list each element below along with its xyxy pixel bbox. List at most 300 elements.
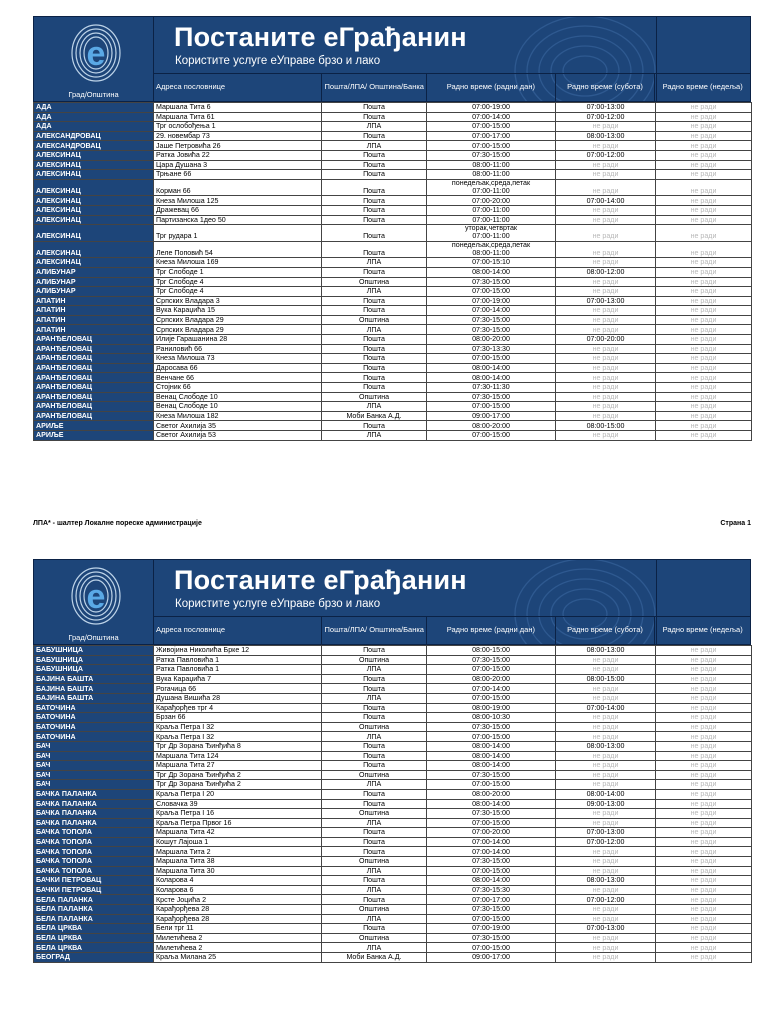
cell-saturday-hours: не ради [556,258,656,268]
cell-saturday-hours: не ради [556,933,656,943]
cell-saturday-hours: не ради [556,732,656,742]
column-header-saturday: Радно време (субота) [555,617,655,644]
cell-address: Цара Душана 3 [154,160,322,170]
brand-title: Постаните еГрађанин [174,565,467,595]
cell-weekday-hours: 07:30-15:00 [427,315,556,325]
cell-city: БЕЛА ПАЛАНКА [34,895,154,905]
cell-type: Пошта [322,924,427,934]
table-row [34,225,752,242]
cell-city: АРАНЂЕЛОВАЦ [34,402,154,412]
cell-sunday-hours: не ради [656,335,752,345]
cell-type: Моби Банка А.Д. [322,953,427,963]
fingerprint-e-logo-icon [69,23,123,89]
cell-address: Коларова 6 [154,885,322,895]
cell-city: АРИЉЕ [34,431,154,441]
table-row [34,150,752,160]
cell-city: АРАНЂЕЛОВАЦ [34,383,154,393]
cell-saturday-hours: не ради [556,241,656,258]
cell-weekday-hours: 08:00-19:00 [427,703,556,713]
cell-city: БАЧ [34,770,154,780]
cell-type: ЛПА [322,402,427,412]
cell-weekday-hours: 07:00-15:00 [427,287,556,297]
cell-type: Пошта [322,205,427,215]
cell-weekday-hours: 07:00-15:00 [427,943,556,953]
cell-type: ЛПА [322,866,427,876]
column-header-address: Адреса пословнице [156,82,226,92]
cell-type: ЛПА [322,885,427,895]
cell-type: Пошта [322,225,427,242]
cell-sunday-hours: не ради [656,267,752,277]
cell-city: БАЧ [34,741,154,751]
brand-subtitle: Користите услуге еУправе брзо и лако [175,598,381,610]
cell-weekday-hours: 07:00-15:00 [427,354,556,364]
cell-saturday-hours: не ради [556,655,656,665]
cell-sunday-hours: не ради [656,713,752,723]
cell-city: АЛЕКСИНАЦ [34,179,154,196]
cell-city: АЛЕКСИНАЦ [34,241,154,258]
table-row [34,693,752,703]
table-row [34,713,752,723]
table-row [34,354,752,364]
cell-address: Кнеза Милоша 125 [154,196,322,206]
cell-address: Партизанска 1део 50 [154,215,322,225]
cell-saturday-hours: не ради [556,953,656,963]
table-row [34,655,752,665]
cell-weekday-hours: 07:00-19:00 [427,924,556,934]
cell-type: ЛПА [322,665,427,675]
cell-city: БАЈИНА БАШТА [34,693,154,703]
cell-saturday-hours: не ради [556,277,656,287]
cell-sunday-hours: не ради [656,741,752,751]
cell-weekday-hours: 07:30-15:00 [427,857,556,867]
column-header-address: Адреса пословнице [156,625,226,635]
cell-saturday-hours: не ради [556,306,656,316]
cell-address: Трг Слободе 4 [154,287,322,297]
offices-table-page-2 [33,645,752,963]
cell-city: АЛЕКСИНАЦ [34,196,154,206]
cell-sunday-hours: не ради [656,287,752,297]
cell-sunday-hours: не ради [656,847,752,857]
cell-address: Маршала Тита 2 [154,847,322,857]
cell-city: АРАНЂЕЛОВАЦ [34,354,154,364]
cell-type: Општина [322,933,427,943]
cell-type: Пошта [322,131,427,141]
cell-sunday-hours: не ради [656,325,752,335]
cell-city: БАБУШНИЦА [34,655,154,665]
cell-saturday-hours: не ради [556,179,656,196]
cell-type: ЛПА [322,780,427,790]
column-header-weekday: Радно време (радни дан) [426,617,555,644]
table-row [34,383,752,393]
cell-address: Бели трг 11 [154,924,322,934]
cell-city: БАЧКА ТОПОЛА [34,857,154,867]
cell-saturday-hours: 07:00-12:00 [556,112,656,122]
cell-saturday-hours: не ради [556,780,656,790]
table-row [34,215,752,225]
cell-saturday-hours: не ради [556,315,656,325]
cell-address: Краља Петра Првог 16 [154,818,322,828]
cell-type: Пошта [322,215,427,225]
cell-type: Општина [322,770,427,780]
cell-weekday-hours: 08:00-14:00 [427,761,556,771]
cell-type: Пошта [322,789,427,799]
cell-weekday-hours: 07:30-15:00 [427,770,556,780]
cell-city: АДА [34,103,154,113]
cell-address: Српских Владара 29 [154,315,322,325]
cell-address: Маршала Тита 38 [154,857,322,867]
column-header-weekday: Радно време (радни дан) [426,74,555,101]
cell-sunday-hours: не ради [656,866,752,876]
cell-saturday-hours: не ради [556,866,656,876]
cell-type: Општина [322,722,427,732]
svg-text:e: e [86,35,106,73]
cell-saturday-hours: не ради [556,943,656,953]
cell-sunday-hours: не ради [656,205,752,215]
cell-address: Трг Слободе 4 [154,277,322,287]
cell-address: Маршала Тита 42 [154,828,322,838]
cell-type: Пошта [322,112,427,122]
cell-weekday-hours: 09:00-17:00 [427,953,556,963]
table-row [34,885,752,895]
cell-type: Општина [322,277,427,287]
cell-weekday-hours: 08:00-20:00 [427,421,556,431]
cell-saturday-hours: не ради [556,411,656,421]
cell-saturday-hours: 08:00-15:00 [556,674,656,684]
cell-address: Карађорђева 28 [154,905,322,915]
cell-weekday-hours: 07:00-15:00 [427,780,556,790]
cell-type: Пошта [322,751,427,761]
cell-address: Краља Петра I 16 [154,809,322,819]
cell-weekday-hours: 08:00-15:00 [427,646,556,656]
cell-saturday-hours: 08:00-13:00 [556,131,656,141]
cell-saturday-hours: не ради [556,693,656,703]
cell-sunday-hours: не ради [656,780,752,790]
table-row [34,344,752,354]
cell-type: Пошта [322,335,427,345]
column-header-city: Град/Општина [68,633,119,642]
cell-sunday-hours: не ради [656,150,752,160]
cell-address: Душана Вишића 28 [154,693,322,703]
cell-city: БАЈИНА БАШТА [34,674,154,684]
table-row [34,674,752,684]
table-row [34,895,752,905]
cell-address: Маршала Тита 27 [154,761,322,771]
column-header-sunday: Радно време (недеља) [654,617,750,644]
cell-address: Рогачица 66 [154,684,322,694]
cell-sunday-hours: не ради [656,141,752,151]
cell-weekday-hours: 08:00-20:00 [427,789,556,799]
cell-weekday-hours: 07:30-15:00 [427,277,556,287]
cell-type: Пошта [322,713,427,723]
offices-table-page-1 [33,102,752,441]
cell-type: ЛПА [322,258,427,268]
cell-type: Пошта [322,170,427,180]
cell-saturday-hours: не ради [556,354,656,364]
table-row [34,315,752,325]
cell-saturday-hours: 07:00-13:00 [556,103,656,113]
table-row [34,761,752,771]
cell-sunday-hours: не ради [656,383,752,393]
cell-sunday-hours: не ради [656,674,752,684]
page-footer [33,520,751,527]
cell-sunday-hours: не ради [656,828,752,838]
cell-sunday-hours: не ради [656,225,752,242]
footer-note: ЛПА* - шалтер Локалне пореске администрације [33,520,202,527]
cell-weekday-hours: 08:00-14:00 [427,799,556,809]
cell-city: АЛЕКСИНАЦ [34,150,154,160]
column-header-row [154,73,750,101]
cell-sunday-hours: не ради [656,315,752,325]
cell-type: Пошта [322,241,427,258]
fingerprint-e-logo-icon [69,566,123,632]
document-page-1 [33,16,751,441]
cell-type: Општина [322,857,427,867]
cell-saturday-hours: не ради [556,215,656,225]
cell-weekday-hours: 07:30-15:00 [427,150,556,160]
cell-saturday-hours: 07:00-12:00 [556,150,656,160]
table-row [34,943,752,953]
cell-city: БАЈИНА БАШТА [34,684,154,694]
cell-type: Општина [322,905,427,915]
cell-sunday-hours: не ради [656,703,752,713]
cell-weekday-hours: 09:00-17:00 [427,411,556,421]
cell-type: Општина [322,315,427,325]
cell-city: АЛЕКСИНАЦ [34,160,154,170]
cell-saturday-hours: не ради [556,818,656,828]
cell-city: АЛЕКСИНАЦ [34,225,154,242]
cell-city: БАТОЧИНА [34,703,154,713]
cell-sunday-hours: не ради [656,722,752,732]
cell-type: Пошта [322,150,427,160]
cell-city: АЛИБУНАР [34,267,154,277]
table-row [34,122,752,132]
cell-saturday-hours: 07:00-13:00 [556,828,656,838]
cell-saturday-hours: не ради [556,325,656,335]
cell-saturday-hours: не ради [556,141,656,151]
cell-city: БАЧКИ ПЕТРОВАЦ [34,885,154,895]
cell-sunday-hours: не ради [656,789,752,799]
table-row [34,373,752,383]
cell-address: Српских Владара 29 [154,325,322,335]
cell-saturday-hours: не ради [556,287,656,297]
cell-type: Пошта [322,296,427,306]
cell-saturday-hours: не ради [556,170,656,180]
cell-weekday-hours: 07:30-15:00 [427,392,556,402]
cell-type: Општина [322,809,427,819]
cell-saturday-hours: 08:00-13:00 [556,646,656,656]
cell-weekday-hours: 07:00-19:00 [427,296,556,306]
cell-type: Пошта [322,373,427,383]
cell-address: Ратка Павловића 1 [154,665,322,675]
cell-sunday-hours: не ради [656,684,752,694]
cell-sunday-hours: не ради [656,363,752,373]
cell-city: АРАНЂЕЛОВАЦ [34,363,154,373]
table-row [34,306,752,316]
cell-saturday-hours: не ради [556,225,656,242]
table-row [34,103,752,113]
document-page-2 [33,559,751,963]
cell-sunday-hours: не ради [656,809,752,819]
cell-type: ЛПА [322,693,427,703]
cell-address: Коларова 4 [154,876,322,886]
table-row [34,196,752,206]
cell-sunday-hours: не ради [656,411,752,421]
table-row [34,205,752,215]
table-row [34,799,752,809]
table-row [34,828,752,838]
cell-type: Пошта [322,703,427,713]
cell-address: Маршала Тита 61 [154,112,322,122]
cell-address: Брзан 66 [154,713,322,723]
cell-sunday-hours: не ради [656,761,752,771]
cell-address: Светог Ахилија 35 [154,421,322,431]
svg-text:e: e [86,578,106,616]
banner-header [33,559,751,645]
cell-sunday-hours: не ради [656,885,752,895]
cell-weekday-hours: 07:00-15:00 [427,732,556,742]
table-row [34,325,752,335]
cell-weekday-hours: 07:00-15:10 [427,258,556,268]
table-row [34,933,752,943]
cell-sunday-hours: не ради [656,943,752,953]
cell-sunday-hours: не ради [656,421,752,431]
cell-address: Кнеза Милоша 169 [154,258,322,268]
cell-type: ЛПА [322,122,427,132]
cell-saturday-hours: не ради [556,751,656,761]
cell-city: АПАТИН [34,325,154,335]
cell-city: БАЧ [34,780,154,790]
cell-address: 29. новембар 73 [154,131,322,141]
cell-weekday-hours: понедељак,среда,петак 07:00-11:00 [427,179,556,196]
cell-city: АЛИБУНАР [34,287,154,297]
column-header-type: Пошта/ЛПА/ Општина/Банка [321,74,426,101]
cell-saturday-hours: не ради [556,344,656,354]
table-row [34,847,752,857]
cell-saturday-hours: не ради [556,885,656,895]
cell-address: Трг Слободе 1 [154,267,322,277]
cell-address: Даросава 66 [154,363,322,373]
cell-city: АРАНЂЕЛОВАЦ [34,344,154,354]
cell-weekday-hours: 07:30-15:30 [427,885,556,895]
table-row [34,837,752,847]
cell-saturday-hours: не ради [556,122,656,132]
cell-type: Пошта [322,895,427,905]
cell-city: БЕЛА ПАЛАНКА [34,905,154,915]
table-row [34,277,752,287]
cell-sunday-hours: не ради [656,392,752,402]
table-row [34,876,752,886]
cell-type: Пошта [322,179,427,196]
table-row [34,131,752,141]
cell-weekday-hours: 07:30-11:30 [427,383,556,393]
cell-type: Моби Банка А.Д. [322,411,427,421]
cell-saturday-hours: не ради [556,392,656,402]
cell-type: Пошта [322,267,427,277]
cell-weekday-hours: 07:00-19:00 [427,103,556,113]
cell-weekday-hours: 08:00-20:00 [427,674,556,684]
cell-address: Вука Караџића 7 [154,674,322,684]
table-row [34,741,752,751]
cell-weekday-hours: 07:00-17:00 [427,131,556,141]
cell-weekday-hours: 07:30-15:00 [427,722,556,732]
cell-city: АДА [34,112,154,122]
cell-saturday-hours: не ради [556,402,656,412]
cell-type: Пошта [322,363,427,373]
table-row [34,170,752,180]
cell-weekday-hours: 07:00-14:00 [427,684,556,694]
table-row [34,770,752,780]
cell-address: Трњане 66 [154,170,322,180]
cell-city: БАТОЧИНА [34,722,154,732]
cell-weekday-hours: 08:00-10:30 [427,713,556,723]
table-row [34,924,752,934]
cell-saturday-hours: не ради [556,205,656,215]
cell-address: Трг Др Зорана Ђинђића 2 [154,770,322,780]
table-row [34,866,752,876]
cell-type: Пошта [322,344,427,354]
cell-sunday-hours: не ради [656,112,752,122]
cell-saturday-hours: не ради [556,373,656,383]
cell-saturday-hours: не ради [556,914,656,924]
cell-sunday-hours: не ради [656,122,752,132]
cell-sunday-hours: не ради [656,751,752,761]
table-row [34,684,752,694]
cell-address: Венчане 66 [154,373,322,383]
cell-address: Ратка Павловића 1 [154,655,322,665]
cell-sunday-hours: не ради [656,953,752,963]
cell-saturday-hours: не ради [556,383,656,393]
cell-sunday-hours: не ради [656,354,752,364]
cell-weekday-hours: 08:00-14:00 [427,741,556,751]
cell-address: Раниловић 66 [154,344,322,354]
cell-sunday-hours: не ради [656,131,752,141]
cell-sunday-hours: не ради [656,837,752,847]
cell-address: Светог Ахилија 53 [154,431,322,441]
cell-weekday-hours: 07:00-15:00 [427,665,556,675]
cell-weekday-hours: 08:00-11:00 [427,170,556,180]
cell-city: АДА [34,122,154,132]
cell-sunday-hours: не ради [656,914,752,924]
cell-weekday-hours: 07:00-15:00 [427,818,556,828]
cell-sunday-hours: не ради [656,655,752,665]
cell-address: Крсте Јоцића 2 [154,895,322,905]
cell-saturday-hours: 08:00-13:00 [556,876,656,886]
cell-type: Пошта [322,306,427,316]
cell-saturday-hours: не ради [556,857,656,867]
cell-type: Пошта [322,761,427,771]
cell-city: АЛИБУНАР [34,277,154,287]
cell-address: Маршала Тита 124 [154,751,322,761]
table-row [34,431,752,441]
table-row [34,258,752,268]
cell-city: АПАТИН [34,315,154,325]
cell-type: Општина [322,392,427,402]
cell-type: Пошта [322,847,427,857]
cell-address: Маршала Тита 30 [154,866,322,876]
cell-sunday-hours: не ради [656,160,752,170]
cell-weekday-hours: 07:00-14:00 [427,112,556,122]
cell-city: АПАТИН [34,296,154,306]
cell-saturday-hours: 08:00-14:00 [556,789,656,799]
cell-sunday-hours: не ради [656,306,752,316]
table-row [34,665,752,675]
cell-saturday-hours: не ради [556,363,656,373]
cell-sunday-hours: не ради [656,402,752,412]
cell-city: БАБУШНИЦА [34,665,154,675]
cell-address: Краља Милана 25 [154,953,322,963]
table-row [34,421,752,431]
cell-address: Илије Гарашанина 28 [154,335,322,345]
